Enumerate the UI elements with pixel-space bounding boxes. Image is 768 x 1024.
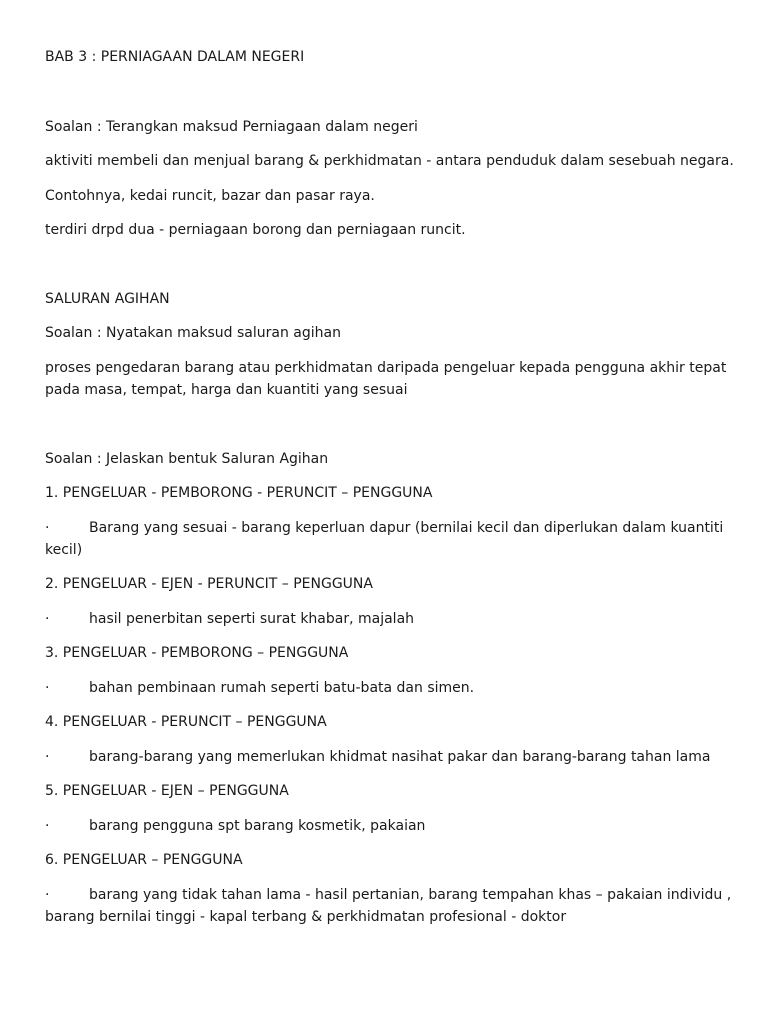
channel-detail: [45, 885, 735, 906]
answer-line: proses pengedaran barang atau perkhidmatan daripada pengeluar kepada pengguna akhir tepat: [45, 360, 727, 376]
channel-detail-text: hasil penerbitan seperti surat khabar, majalah: [89, 611, 415, 627]
channel-detail: [45, 816, 735, 837]
channel-heading: 2. PENGELUAR - EJEN - PERUNCIT – PENGGUNA: [45, 576, 373, 592]
bullet-icon: ·: [45, 818, 50, 834]
channel-detail-continued: kecil): [45, 542, 83, 558]
channel-detail-text: barang yang tidak tahan lama - hasil pertanian, barang tempahan khas – pakaian individu ,: [89, 887, 732, 903]
section-heading: SALURAN AGIHAN: [45, 291, 170, 307]
question-meaning: Soalan : Nyatakan maksud saluran agihan: [45, 325, 341, 341]
answer-line: terdiri drpd dua - perniagaan borong dan perniagaan runcit.: [45, 222, 466, 238]
channel-heading: 5. PENGELUAR - EJEN – PENGGUNA: [45, 783, 289, 799]
channel-heading: 3. PENGELUAR - PEMBORONG – PENGGUNA: [45, 645, 349, 661]
answer-line: Contohnya, kedai runcit, bazar dan pasar raya.: [45, 188, 375, 204]
bullet-icon: ·: [45, 611, 50, 627]
channel-detail-text: barang pengguna spt barang kosmetik, pakaian: [89, 818, 426, 834]
channel-detail-text: Barang yang sesuai - barang keperluan dapur (bernilai kecil dan diperlukan dalam kuantiti: [89, 520, 724, 536]
channel-detail: [45, 609, 735, 630]
answer-line: pada masa, tempat, harga dan kuantiti yang sesuai: [45, 382, 408, 398]
bullet-icon: ·: [45, 749, 50, 765]
channel-detail: [45, 747, 735, 768]
channel-detail: [45, 678, 735, 699]
bullet-icon: ·: [45, 520, 50, 536]
question-forms: Soalan : Jelaskan bentuk Saluran Agihan: [45, 451, 329, 467]
bullet-icon: ·: [45, 680, 50, 696]
channel-detail-continued: barang bernilai tinggi - kapal terbang & perkhidmatan profesional - doktor: [45, 909, 567, 925]
bullet-icon: ·: [45, 887, 50, 903]
channel-detail-text: barang-barang yang memerlukan khidmat nasihat pakar dan barang-barang tahan lama: [89, 749, 711, 765]
document-title: BAB 3 : PERNIAGAAN DALAM NEGERI: [45, 49, 305, 65]
channel-detail: [45, 518, 735, 539]
channel-heading: 6. PENGELUAR – PENGGUNA: [45, 852, 243, 868]
question-definition: Soalan : Terangkan maksud Perniagaan dalam negeri: [45, 119, 418, 135]
channel-heading: 4. PENGELUAR - PERUNCIT – PENGGUNA: [45, 714, 327, 730]
channel-heading: 1. PENGELUAR - PEMBORONG - PERUNCIT – PENGGUNA: [45, 485, 433, 501]
answer-line: aktiviti membeli dan menjual barang & perkhidmatan - antara penduduk dalam sesebuah negara.: [45, 153, 734, 169]
channel-detail-text: bahan pembinaan rumah seperti batu-bata dan simen.: [89, 680, 475, 696]
